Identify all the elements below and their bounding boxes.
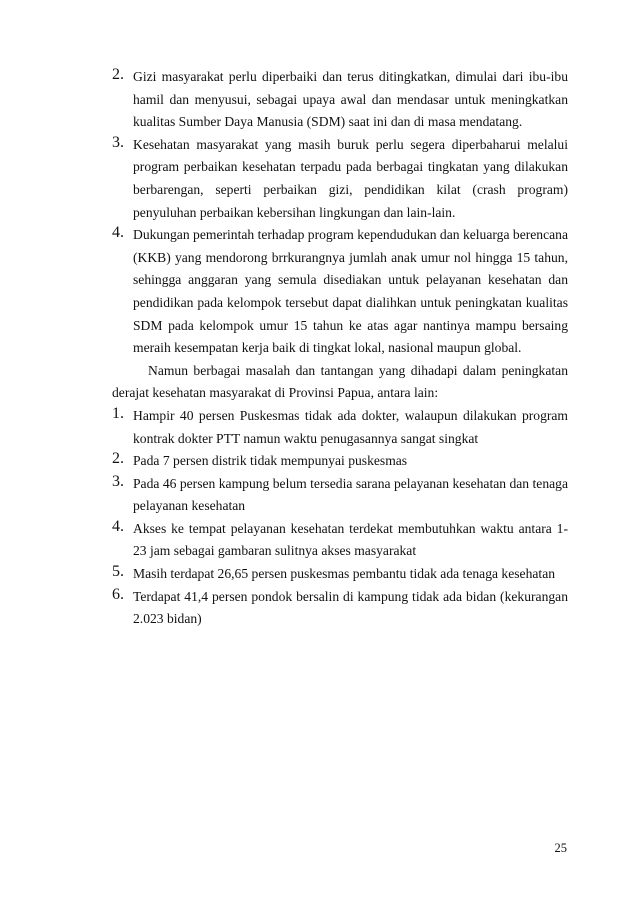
list-item bbox=[112, 586, 568, 631]
list-item bbox=[112, 405, 568, 450]
list-item bbox=[112, 450, 568, 473]
list-item-text: Terdapat 41,4 persen pondok bersalin di kampung tidak ada bidan (kekurangan 2.023 bidan) bbox=[133, 588, 568, 627]
list-item-number: 4. bbox=[112, 224, 124, 242]
list-item-text: Masih terdapat 26,65 persen puskesmas pembantu tidak ada tenaga kesehatan bbox=[133, 566, 556, 582]
list-item bbox=[112, 224, 568, 360]
list-item-text: Hampir 40 persen Puskesmas tidak ada dokter, walaupun dilakukan program kontrak dokter PTT namun waktu penugasannya sangat singkat bbox=[133, 407, 568, 446]
numbered-list-challenges bbox=[112, 405, 568, 631]
list-item-number: 3. bbox=[112, 133, 124, 151]
list-item bbox=[112, 134, 568, 224]
list-item bbox=[112, 473, 568, 518]
list-item-text: Kesehatan masyarakat yang masih buruk perlu segera diperbaharui melalui program perbaikan kesehatan terpadu pada berbagai tingkatan yang dilakukan berbarengan, seperti perbaikan gizi, pendidikan kilat (crash program) penyuluhan perbaikan kebersihan lingkungan dan lain-lain. bbox=[133, 136, 568, 220]
list-item-number: 4. bbox=[112, 517, 124, 535]
list-item bbox=[112, 518, 568, 563]
list-item-text: Akses ke tempat pelayanan kesehatan terdekat membutuhkan waktu antara 1-23 jam sebagai gambaran sulitnya akses masyarakat bbox=[133, 520, 568, 559]
list-item-number: 2. bbox=[112, 450, 124, 468]
list-item bbox=[112, 66, 568, 134]
body-paragraph: Namun berbagai masalah dan tantangan yang dihadapi dalam peningkatan derajat kesehatan masyarakat di Provinsi Papua, antara lain: bbox=[112, 362, 568, 401]
list-item-number: 2. bbox=[112, 66, 124, 83]
list-item-number: 6. bbox=[112, 585, 124, 603]
numbered-list-recommendations bbox=[112, 66, 568, 360]
page-number: 25 bbox=[554, 841, 567, 855]
list-item-text: Gizi masyarakat perlu diperbaiki dan terus ditingkatkan, dimulai dari ibu-ibu hamil dan menyusui, sebagai upaya awal dan mendasar untuk meningkatkan kualitas Sumber Daya Manusia (SDM) saat ini dan di masa mendatang. bbox=[133, 69, 568, 130]
list-item bbox=[112, 563, 568, 586]
list-item-number: 3. bbox=[112, 472, 124, 490]
list-item-number: 1. bbox=[112, 404, 124, 422]
list-item-text: Dukungan pemerintah terhadap program kependudukan dan keluarga berencana (KKB) yang mendorong brrkurangnya jumlah anak umur nol hingga 15 tahun, sehingga anggaran yang semula disediakan untuk pelayanan kesehatan dan pendidikan pada kelompok tersebut dapat dialihkan untuk peningkatan kualitas SDM pada kelompok umur 15 tahun ke atas agar nantinya mampu bersaing meraih kesempatan kerja baik di tingkat lokal, nasional maupun global. bbox=[133, 227, 568, 356]
list-item-number: 5. bbox=[112, 563, 124, 581]
list-item-text: Pada 7 persen distrik tidak mempunyai puskesmas bbox=[133, 453, 408, 469]
page-content bbox=[112, 66, 568, 631]
list-item-text: Pada 46 persen kampung belum tersedia sarana pelayanan kesehatan dan tenaga pelayanan kesehatan bbox=[133, 475, 568, 514]
